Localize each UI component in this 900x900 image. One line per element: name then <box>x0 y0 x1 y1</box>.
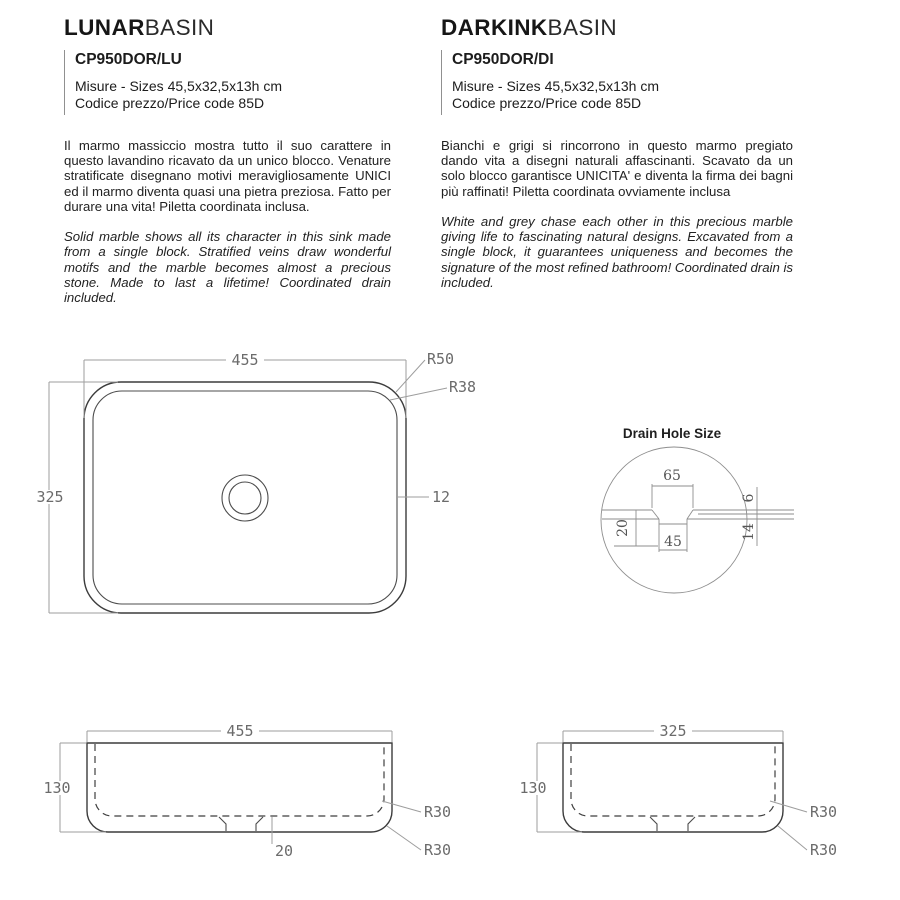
front-drain-boss-left <box>219 817 226 831</box>
plan-inner-radius-label: R38 <box>449 378 477 396</box>
product-price-code: Codice prezzo/Price code 85D <box>75 94 265 111</box>
plan-view-drawing <box>33 350 476 613</box>
front-width-label: 455 <box>226 722 254 740</box>
side-outer-radius-label: R30 <box>810 841 838 859</box>
description-italian: Il marmo massiccio mostra tutto il suo carattere in questo lavandino ricavato da un unico blocco. Venature stratificate disegnano motivi meravigliosamente UNICI ed il marmo diventa quasi una pietra preziosa. Fatto per durare una vita! Piletta coordinata inclusa. <box>64 137 391 214</box>
side-inner-radius-label: R30 <box>810 803 838 821</box>
drain-bottom-width-label: 45 <box>664 534 682 550</box>
leader-line <box>396 360 425 392</box>
side-drain-boss-left <box>650 817 657 831</box>
plan-width-label: 455 <box>231 351 259 369</box>
front-drain-dim-label: 20 <box>275 842 294 860</box>
leader-line <box>778 826 807 850</box>
drain-depth-label: 20 <box>615 519 631 537</box>
product-sizes: Misure - Sizes 45,5x32,5x13h cm <box>75 77 282 94</box>
side-width-label: 325 <box>659 722 687 740</box>
front-outer-profile <box>87 743 392 832</box>
description-italian: Bianchi e grigi si rincorrono in questo marmo pregiato dando vita a disegni naturali affascinanti. Scavato da un solo blocco garantisce UNICITA' e diventa la firma dei bagni più raffinati! Piletta coordinata ovviamente inclusa <box>441 137 793 199</box>
front-inner-radius-label: R30 <box>424 803 452 821</box>
side-height-label: 130 <box>519 779 547 797</box>
product-code: CP950DOR/LU <box>75 50 182 68</box>
side-inner-bowl-hidden-line <box>571 744 775 816</box>
leader-line <box>382 801 421 812</box>
front-drain-boss-right <box>256 817 263 831</box>
description-english: White and grey chase each other in this precious marble giving life to fascinating natural designs. Excavated from a single block, it guarantees uniqueness and becomes the signature of the most refined bathroom! Coordinated drain is included. <box>441 213 793 290</box>
product-price-code: Codice prezzo/Price code 85D <box>452 94 642 111</box>
plan-outer-rim <box>84 382 406 613</box>
front-height-label: 130 <box>43 779 71 797</box>
product-title-light: BASIN <box>547 15 618 40</box>
plan-drain-inner-circle <box>229 482 261 514</box>
product-sizes: Misure - Sizes 45,5x32,5x13h cm <box>452 77 659 94</box>
hole-chamfer-right <box>687 510 693 519</box>
drain-total-height-label: 14 <box>741 523 757 541</box>
product-code: CP950DOR/DI <box>452 50 554 68</box>
drain-top-width-label: 65 <box>663 468 681 484</box>
side-view-drawing <box>517 722 837 859</box>
plan-height-label: 325 <box>36 488 64 506</box>
side-drain-boss-right <box>688 817 695 831</box>
description-english: Solid marble shows all its character in this sink made from a single block. Stratified veins draw wonderful motifs and the marble becomes almost a precious stone. Made to last a lifetime! Coordinated drain included. <box>64 229 391 306</box>
front-outer-radius-label: R30 <box>424 841 452 859</box>
plan-wall-thickness-label: 12 <box>432 488 451 506</box>
plan-outer-radius-label: R50 <box>427 350 455 368</box>
hole-chamfer-left <box>652 510 659 519</box>
plan-inner-rim <box>93 391 397 604</box>
front-inner-bowl-hidden-line <box>95 744 384 816</box>
product-title-bold: LUNAR <box>64 15 145 40</box>
front-view-drawing <box>40 722 451 860</box>
product-title-bold: DARKINK <box>441 15 548 40</box>
drain-rim-height-label: 6 <box>741 493 757 503</box>
leader-line <box>387 826 421 850</box>
drain-detail-title: Drain Hole Size <box>622 426 722 441</box>
product-title-light: BASIN <box>144 15 215 40</box>
leader-line <box>770 801 807 812</box>
drain-detail-drawing <box>601 426 794 593</box>
side-outer-profile <box>563 743 783 832</box>
